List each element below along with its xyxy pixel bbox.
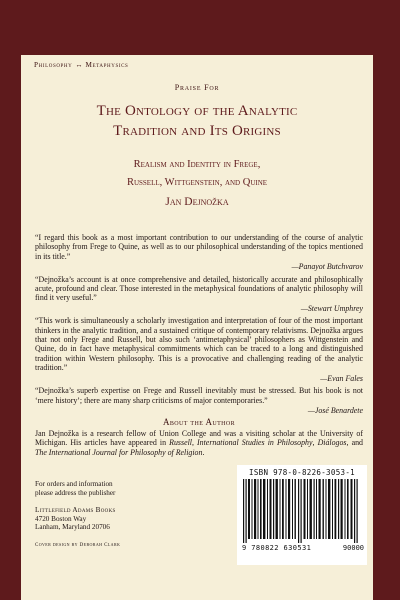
quote-attribution: —Panayot Butchvarov [291, 262, 363, 272]
about-text: , and [346, 438, 363, 448]
book-subtitle-line1: Realism and Identity in Frege, [133, 159, 261, 170]
about-text: , [191, 438, 198, 448]
about-text: Jan Dejnožka is a research fellow of Union College and was a visiting scholar at the University of Michigan. His articles have appeared in [35, 428, 363, 448]
about-author-heading: About the Author [162, 417, 236, 428]
book-subtitle-line2: Russell, Wittgenstein, and Quine [126, 177, 268, 188]
author-name: Jan Dejnožka [165, 196, 229, 208]
journal-title: Russell [169, 438, 192, 448]
publisher-address [35, 506, 116, 532]
book-title [21, 101, 373, 141]
quote-attribution: —José Benardete [307, 405, 363, 415]
praise-for-heading: Praise For [174, 83, 220, 92]
barcode-price-code: 90000 [342, 544, 364, 552]
review-quote [35, 386, 363, 415]
orders-line2: please address the publisher [35, 488, 116, 497]
publisher-street: 4720 Boston Way [35, 514, 87, 523]
review-quote [35, 316, 363, 383]
cover-design-credit: Cover design by Deborah Clark [35, 543, 121, 548]
journal-title: International Studies in Philosophy [197, 438, 313, 448]
barcode-panel [237, 465, 367, 565]
quote-attribution: —Evan Fales [320, 373, 363, 383]
category-label [34, 61, 128, 69]
publisher-city: Lanham, Maryland 20706 [35, 523, 110, 532]
category-left: Philosophy [34, 61, 73, 69]
orders-line1: For orders and information [35, 480, 113, 488]
isbn-label: ISBN 978-0-8226-3053-1 [249, 468, 355, 477]
quote-text: “I regard this book as a most important contribution to our understanding of the course of analytic philosophy from Frege to Quine, as well as to our philosophical understanding of the topics mentioned in its title.” [35, 233, 363, 261]
back-cover [21, 55, 373, 600]
quote-text: “Dejnožka’s account is at once comprehensive and detailed, historically accurate and philosophically acute, profound and clear. Those interested in the metaphysical foundations of analytic philosophy will find it very useful.” [35, 274, 363, 303]
book-title-line1: The Ontology of the Analytic [96, 103, 298, 119]
journal-title: Diálogos [317, 438, 347, 448]
review-quote [35, 233, 363, 272]
about-text: , [312, 438, 318, 448]
orders-note [35, 480, 115, 497]
barcode-number: 9 780822 630531 [242, 544, 312, 552]
about-author-text [35, 429, 363, 457]
quote-text: “This work is simultaneously a scholarly investigation and interpretation of four of the most important thinkers in the analytic tradition, and a sustained critique of contemporary relativisms. Dejnožka argues that not only Frege and Russell, but also such ‘antimetaphysical’ philosophers as Wittgenstein and Quine, do in fact have metaphysical commitments which can be traced to a long and distinguished tradition within Western philosophy. This is a provocative and challenging reading of the analytic tradition.” [35, 316, 363, 373]
quote-text: “Dejnožka’s superb expertise on Frege and Russell inevitably must be stressed. But his book is not ‘mere history’; there are many sharp criticisms of major contemporaries.” [35, 386, 363, 405]
journal-title: The International Journal for Philosophy of Religion [35, 447, 203, 457]
book-title-line2: Tradition and Its Origins [113, 123, 281, 139]
category-right: Metaphysics [85, 61, 129, 69]
book-subtitle [21, 156, 373, 192]
about-text: . [202, 447, 205, 457]
blurb-section [35, 233, 363, 457]
barcode-icon [241, 479, 363, 543]
publisher-name: Littlefield Adams Books [35, 506, 116, 514]
quote-attribution: —Stewart Umphrey [300, 303, 363, 313]
double-arrow-icon: ↔ [75, 61, 83, 69]
review-quote [35, 275, 363, 314]
